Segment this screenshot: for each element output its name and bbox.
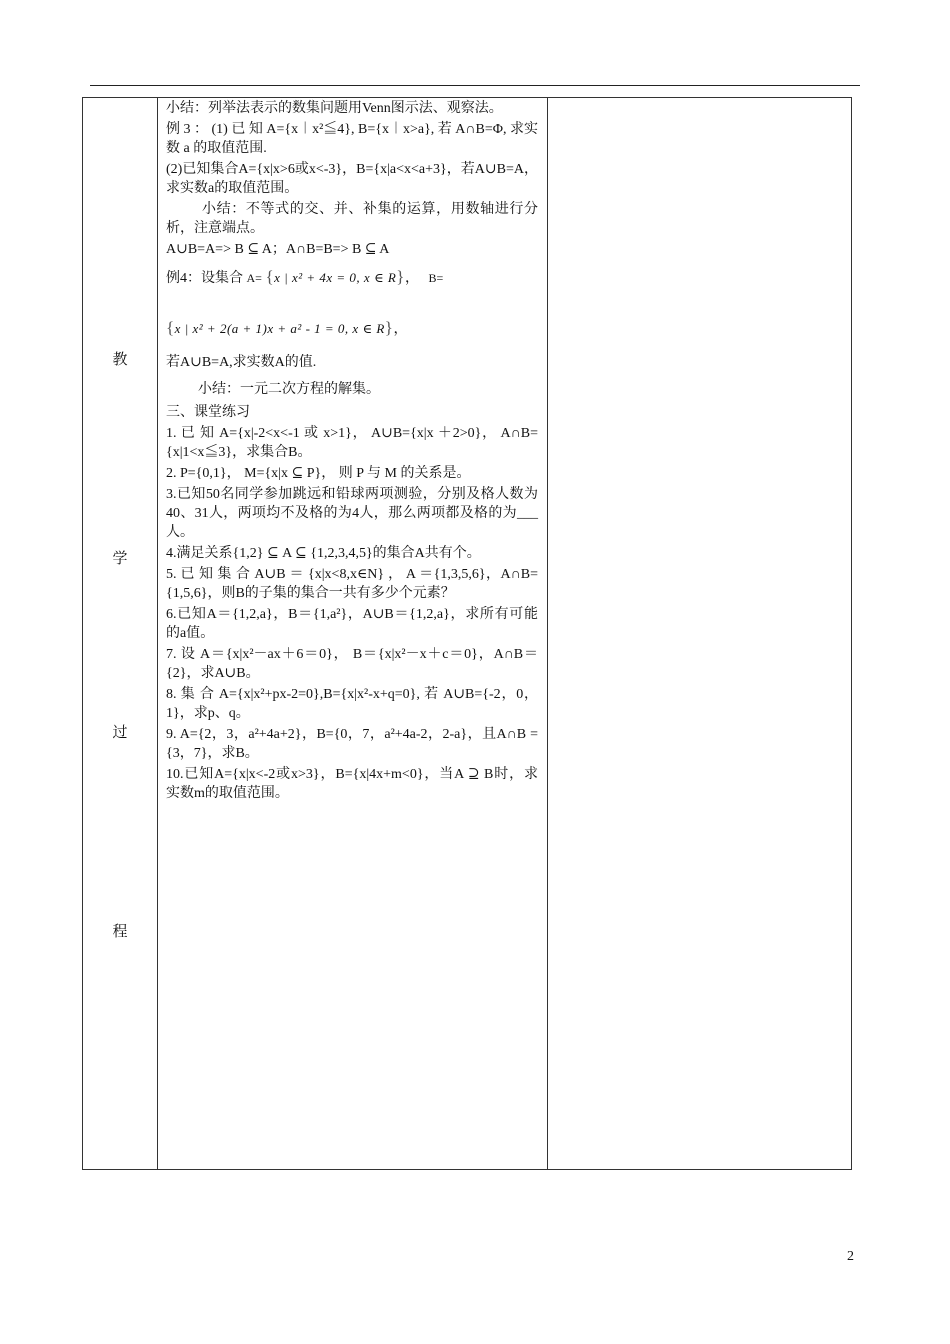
exercise-6: 6.已知A＝{1,2,a}，B＝{1,a²}，A∪B＝{1,2,a}，求所有可能的a值。 bbox=[166, 607, 538, 641]
example-4-question: 若A∪B=A,求实数A的值. bbox=[166, 355, 317, 370]
side-label-char-4: 程 bbox=[112, 922, 128, 940]
set-a-formula-text: x | x² + 4x = 0, x ∈ R bbox=[274, 270, 397, 285]
header-rule bbox=[90, 85, 860, 86]
summary-venn: 小结：列举法表示的数集问题用Venn图示法、观察法。 bbox=[166, 101, 503, 116]
example-3-part-1: 例 3 ： (1) 已 知 A={x︱x²≦4}, B={x︱x>a}, 若 A∩B=Φ, 求实数 a 的取值范围. bbox=[166, 122, 538, 156]
section-classroom-practice: 三、课堂练习 bbox=[166, 405, 250, 420]
summary-quadratic: 小结：一元二次方程的解集。 bbox=[198, 382, 380, 397]
exercise-3: 3.已知50名同学参加跳远和铅球两项测验，分别及格人数为40、31人，两项均不及格的为4人，那么两项都及格的为___人。 bbox=[166, 487, 538, 540]
example-4-label: 例4：设集合 bbox=[166, 271, 243, 286]
exercise-2: 2. P={0,1}， M={x|x ⊆ P}， 则 P 与 M 的关系是。 bbox=[166, 466, 471, 481]
subset-implication: A∪B=A=> B ⊆ A；A∩B=B=> B ⊆ A bbox=[166, 242, 390, 257]
set-a-formula: {x | x² + 4x = 0, x ∈ R} bbox=[265, 267, 405, 286]
set-a-prefix: A= bbox=[246, 271, 262, 285]
exercise-8: 8. 集 合 A={x|x²+px-2=0},B={x|x²-x+q=0}, 若 A∪B={-2，0，1}，求p、q。 bbox=[166, 687, 538, 721]
summary-inequality: 小结：不等式的交、并、补集的运算，用数轴进行分析，注意端点。 bbox=[166, 202, 538, 236]
set-b-prefix: B= bbox=[428, 271, 444, 285]
exercise-7: 7. 设 A＝{x|x²－ax＋6＝0}， B＝{x|x²－x＋c＝0}，A∩B＝{2}，求A∪B。 bbox=[166, 647, 538, 681]
side-label-char-1: 教 bbox=[112, 350, 128, 368]
column-divider-left bbox=[157, 98, 158, 1169]
exercise-5: 5. 已 知 集 合 A∪B ＝ {x|x<8,x∈N} ， A ＝{1,3,5,6}，A∩B={1,5,6}，则B的子集的集合一共有多少个元素？ bbox=[166, 567, 538, 601]
exercise-4: 4.满足关系{1,2} ⊆ A ⊆ {1,2,3,4,5}的集合A共有个。 bbox=[166, 546, 481, 561]
exercise-10: 10.已知A={x|x<-2或x>3}，B={x|4x+m<0}，当A ⊇ B时，求实数m的取值范围。 bbox=[166, 767, 538, 801]
page-number: 2 bbox=[847, 1249, 854, 1264]
example-4: 例4：设集合 A= {x | x² + 4x = 0, x ∈ R}， B= bbox=[166, 267, 444, 286]
side-label-char-3: 过 bbox=[112, 723, 128, 741]
set-b-formula: {x | x² + 2(a + 1)x + a² - 1 = 0, x ∈ R} bbox=[166, 318, 394, 337]
exercise-1: 1. 已 知 A={x|-2<x<-1 或 x>1}， A∪B={x|x ＋2>0}， A∩B={x|1<x≦3}，求集合B。 bbox=[166, 426, 538, 460]
side-label-char-2: 学 bbox=[112, 549, 128, 567]
exercise-9: 9. A={2，3，a²+4a+2}，B={0，7，a²+4a-2，2-a}，且A∩B ={3，7}，求B。 bbox=[166, 727, 538, 761]
column-divider-right bbox=[547, 98, 548, 1169]
example-3-part-2: (2)已知集合A={x|x>6或x<-3}，B={x|a<x<a+3}，若A∪B=A，求实数a的取值范围。 bbox=[166, 162, 538, 196]
set-b-formula-text: x | x² + 2(a + 1)x + a² - 1 = 0, x ∈ R bbox=[174, 321, 385, 336]
lesson-content bbox=[166, 99, 538, 805]
set-b-formula-line: {x | x² + 2(a + 1)x + a² - 1 = 0, x ∈ R}， bbox=[166, 318, 408, 337]
